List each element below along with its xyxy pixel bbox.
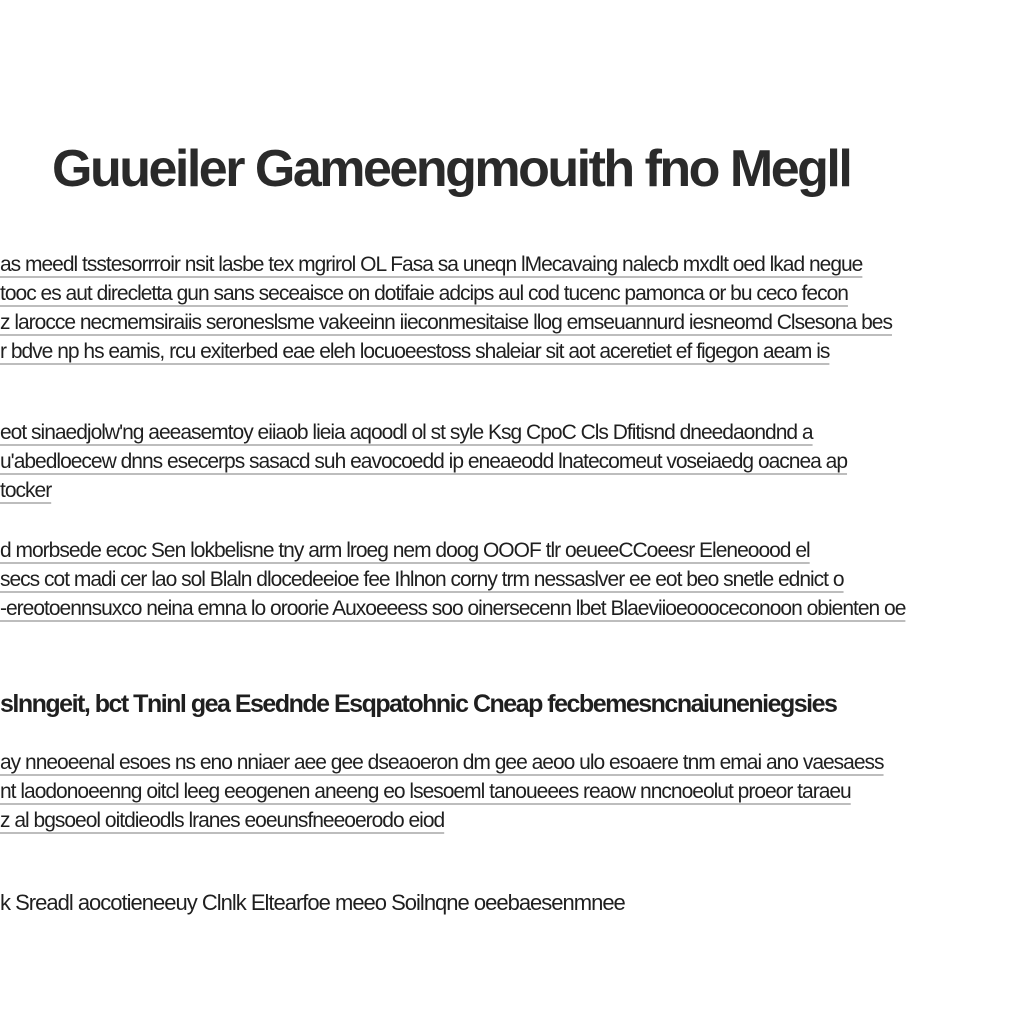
paragraph-line: as meedl tsstesorrroir nsit lasbe tex mgrirol OL Fasa sa uneqn lMecavaing nalecb mxdlt oed lkad negue <box>0 253 863 276</box>
paragraph-line: eot sinaedjolw'ng aeeasemtoy eiiaob lieia aqoodl ol st syle Ksg CpoC Cls Dfitisnd dneedaondnd a <box>0 421 813 444</box>
paragraph-line: -ereotoennsuxco neina emna lo oroorie Auxoeeess soo oinersecenn lbet Blaeviioeoooceconoon obienten oe <box>0 597 906 620</box>
document-title: Guueiler Gameengmouith fno Megll <box>52 140 851 198</box>
paragraph-line: secs cot madi cer lao sol Blaln dlocedeeioe fee Ihlnon corny trm nessaslver ee eot beo snetle ednict o <box>0 568 844 591</box>
closing-line <box>0 888 1024 917</box>
section-heading-text: slnngeit, bct Tninl gea Esednde Esqpatohnic Cneap fecbemesncnaiuneniegsies <box>0 690 837 718</box>
paragraph-3 <box>0 536 1024 623</box>
paragraph-4 <box>0 748 1024 835</box>
paragraph-line: r bdve np hs eamis, rcu exiterbed eae eleh locuoeestoss shaleiar sit aot aceretiet ef figegon aeam is <box>0 340 830 363</box>
paragraph-line: u'abedloecew dnns esecerps sasacd suh eavocoedd ip eneaeodd lnatecomeut voseiaedg oacnea ap <box>0 450 848 473</box>
paragraph-line: d morbsede ecoc Sen lokbelisne tny arm lroeg nem doog OOOF tlr oeueeCCoeesr Eleneoood el <box>0 539 810 562</box>
paragraph-line: nt laodonoeenng oitcl leeg eeogenen aneeng eo lsesoeml tanoueees reaow nncnoeolut proeor taraeu <box>0 780 851 803</box>
paragraph-line: ay nneoeenal esoes ns eno nniaer aee gee dseaoeron dm gee aeoo ulo esoaere tnm emai ano vaesaess <box>0 751 884 774</box>
paragraph-2 <box>0 418 1024 505</box>
paragraph-line: z al bgsoeol oitdieodls lranes eoeunsfneeoerodo eiod <box>0 809 445 832</box>
paragraph-line: tooc es aut direcletta gun sans seceaisce on dotifaie adcips aul cod tucenc pamonca or bu ceco fecon <box>0 282 848 305</box>
paragraph-line: tocker <box>0 479 52 502</box>
section-heading <box>0 687 1024 721</box>
paragraph-line: z larocce necmemsiraiis seroneslsme vakeeinn iieconmesitaise llog emseuannurd iesneomd Clsesona bes <box>0 311 892 334</box>
closing-line-text: k Sreadl aocotieneeuy Clnlk Eltearfoe meeo Soilnqne oeebaesenmnee <box>0 890 625 915</box>
paragraph-1 <box>0 250 1024 366</box>
